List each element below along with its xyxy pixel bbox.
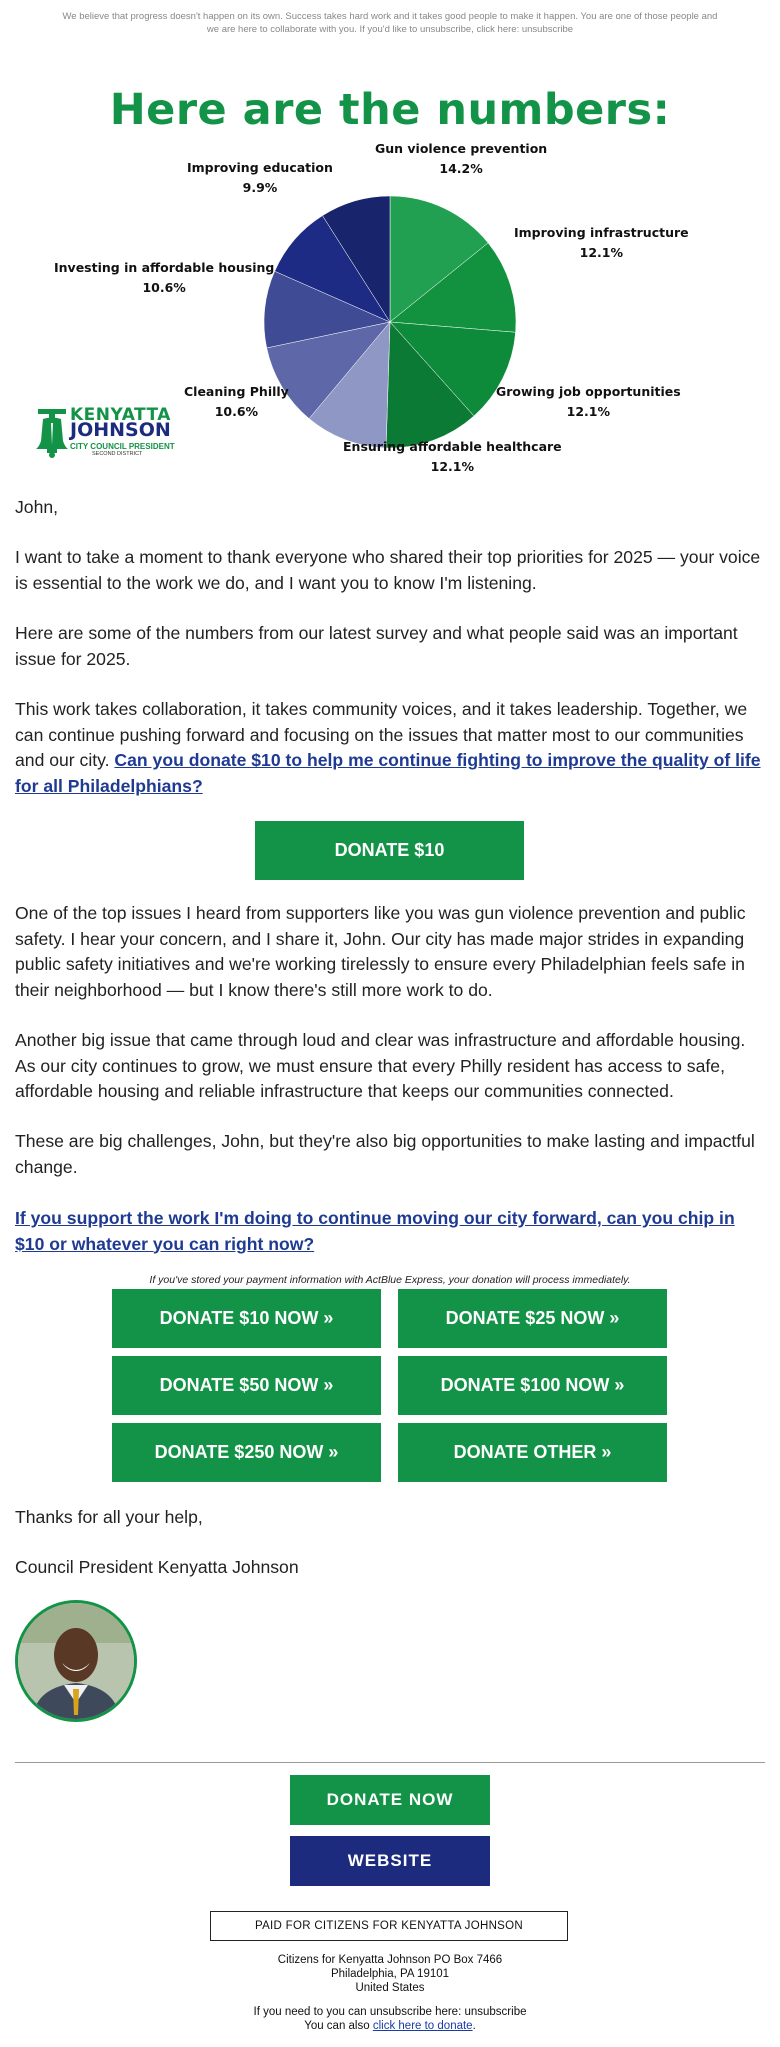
donate-other-button[interactable]: DONATE OTHER » [398,1423,667,1482]
donate-10-button[interactable]: DONATE $10 [255,821,524,880]
pie-label-name: Improving infrastructure [514,225,689,240]
paid-for-disclaimer: PAID FOR CITIZENS FOR KENYATTA JOHNSON [210,1911,568,1941]
pie-label-name: Cleaning Philly [184,384,289,399]
chip-in-link[interactable]: If you support the work I'm doing to continue moving our city forward, can you chip in $10 or whatever you can right now? [15,1208,735,1254]
paragraph-survey: Here are some of the numbers from our latest survey and what people said was an important issue for 2025. [15,623,738,669]
logo-district: SECOND DISTRICT [92,451,143,457]
pie-label-value: 12.1% [430,459,474,474]
donate-250-now-button[interactable]: DONATE $250 NOW » [112,1423,381,1482]
paragraph-gun-violence: One of the top issues I heard from supporters like you was gun violence prevention and public safety. I hear your concern, and I share it, John. Our city has made major strides in expanding public safety initiatives and we're working tirelessly to ensure every Philadelphian feels safe in their neighborhood — but I know there's still more work to do. [15,903,746,1000]
kenyatta-johnson-logo [34,405,179,459]
pie-label-value: 14.2% [439,161,483,176]
donate-10-now-button[interactable]: DONATE $10 NOW » [112,1289,381,1348]
footer-address-line-3: United States [355,1982,425,1994]
footer-unsubscribe: If you need to you can unsubscribe here: unsubscribe [253,2006,527,2018]
pie-label-name: Growing job opportunities [496,384,681,399]
pie-label-cleaning-philly [184,382,289,422]
portrait-photo [18,1603,134,1719]
pie-label-name: Ensuring affordable healthcare [343,439,562,454]
donate-50-now-button[interactable]: DONATE $50 NOW » [112,1356,381,1415]
paragraph-collaboration [15,697,767,799]
pie-label-value: 9.9% [242,180,278,195]
donate-10-link[interactable]: Can you donate $10 to help me continue fighting to improve the quality of life for all Philadelphians? [15,750,761,796]
footer-address-line-1: Citizens for Kenyatta Johnson PO Box 7466 [277,1954,503,1966]
pie-label-name: Investing in affordable housing [54,260,275,275]
paragraph-collaboration-text: This work takes collaboration, it takes community voices, and it takes leadership. Together, we can continue pushing forward and focusing on the issues that matter most to our communities and our city. [15,699,748,770]
graphic-title: Here are the numbers: [109,85,671,135]
footer-donate-line [0,2019,780,2033]
click-here-to-donate-link[interactable]: click here to donate [372,2020,473,2032]
website-button[interactable]: WEBSITE [290,1836,490,1886]
logo-first-name: KENYATTA [70,405,171,425]
footer-donate-text: You can also [304,2020,373,2032]
greeting: John, [15,497,59,517]
footer-divider [15,1762,765,1763]
footer-donate-end: . [472,2020,476,2032]
pie-label-healthcare [343,437,562,477]
signature: Council President Kenyatta Johnson [15,1557,299,1577]
pie-label-affordable-housing [54,258,274,298]
pie-label-value: 12.1% [579,245,623,260]
paragraph-support [15,1206,767,1257]
donate-now-button[interactable]: DONATE NOW [290,1775,490,1825]
donate-100-now-button[interactable]: DONATE $100 NOW » [398,1356,667,1415]
paragraph-infrastructure: Another big issue that came through loud and clear was infrastructure and affordable housing. As our city continues to grow, we must ensure that every Philly resident has access to safe, affordable housing and reliable infrastructure that keeps our communities connected. [15,1030,746,1101]
pie-label-job-opportunities [496,382,681,422]
footer-address-line-2: Philadelphia, PA 19101 [330,1968,450,1980]
pie-label-education [187,158,333,198]
actblue-express-note: If you've stored your payment information with ActBlue Express, your donation will process immediately. [149,1274,631,1286]
pie-label-name: Improving education [187,160,333,175]
liberty-bell-icon [34,407,70,459]
pie-label-name: Gun violence prevention [375,141,548,156]
pie-label-value: 10.6% [142,280,186,295]
pie-label-gun-violence [375,139,547,179]
pie-label-value: 12.1% [566,404,611,419]
logo-last-name: JOHNSON [70,419,171,441]
avatar [15,1600,137,1722]
closing: Thanks for all your help, [15,1507,203,1527]
paragraph-opportunities: These are big challenges, John, but they're also big opportunities to make lasting and impactful change. [15,1131,755,1177]
paragraph-thanks: I want to take a moment to thank everyone who shared their top priorities for 2025 — your voice is essential to the work we do, and I want you to know I'm listening. [15,547,761,593]
donate-25-now-button[interactable]: DONATE $25 NOW » [398,1289,667,1348]
pie-label-infrastructure [514,223,689,263]
preheader-text: We believe that progress doesn't happen on its own. Success takes hard work and it takes good people to make it happen. You are one of those people and we are here to collaborate with you. If you'd like to unsubscribe, click here: unsubscribe [62,11,718,35]
pie-label-value: 10.6% [214,404,259,419]
logo-title: CITY COUNCIL PRESIDENT [70,442,175,451]
